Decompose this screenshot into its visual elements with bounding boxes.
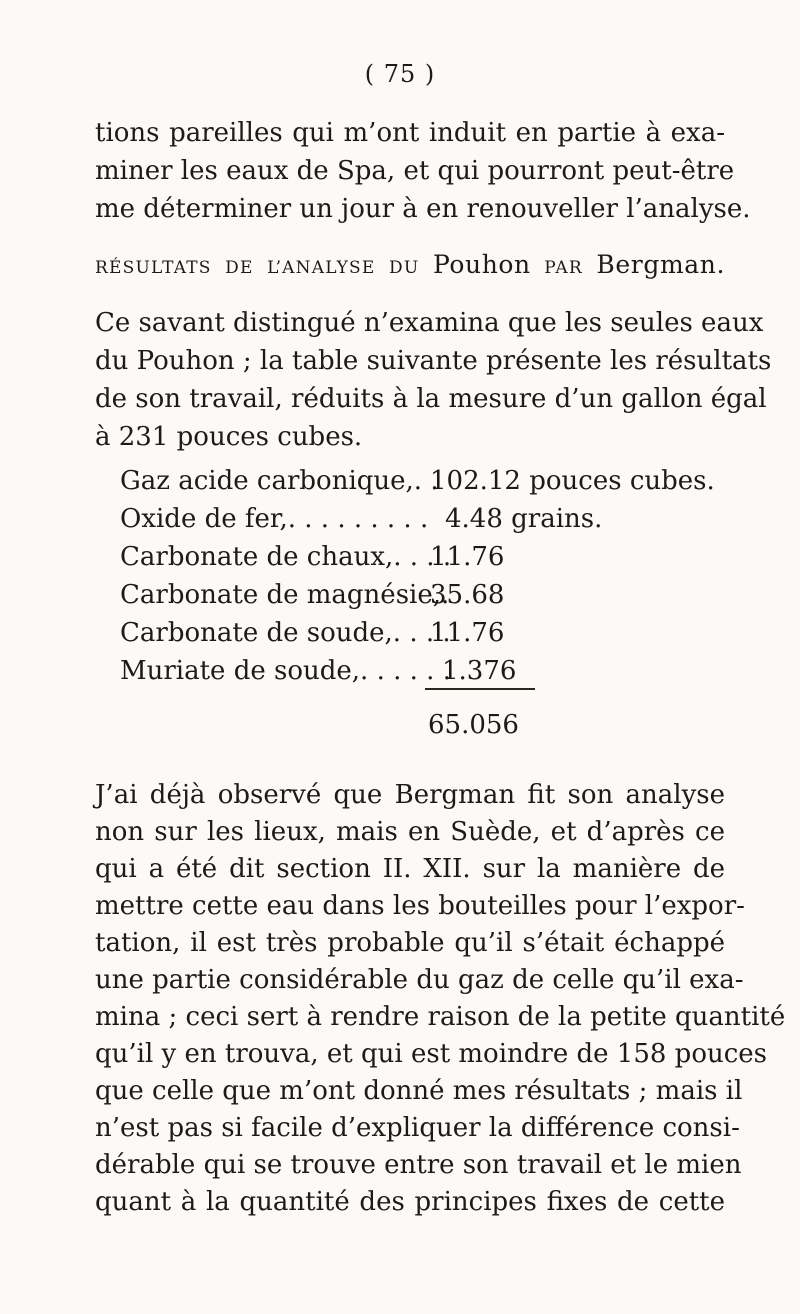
heading-place: Pouhon: [432, 250, 531, 279]
substance-label: Gaz acide carbonique,. .: [120, 466, 439, 496]
text-line: de son travail, réduits à la mesure d’un gallon égal: [95, 384, 767, 414]
substance-value: 4.48 grains.: [445, 504, 603, 534]
page-number: ( 75 ): [364, 60, 436, 88]
text-line: à 231 pouces cubes.: [95, 422, 363, 452]
substance-label: Oxide de fer,. . . . . . . . .: [120, 504, 429, 534]
substance-label: Muriate de soude,. . . . . .: [120, 656, 451, 686]
text-line: qu’il y en trouva, et qui est moindre de 158 pouces: [95, 1039, 768, 1069]
substance-value: 102.12 pouces cubes.: [430, 466, 715, 496]
text-line: tions pareilles qui m’ont induit en partie à exa-: [95, 118, 725, 148]
heading-prefix: RÉSULTATS DE L’ANALYSE DU: [95, 258, 433, 278]
substance-label: Carbonate de soude,. . . .: [120, 618, 451, 648]
substance-value: 11.76: [430, 542, 505, 572]
substance-value: 1.376: [442, 656, 517, 686]
text-line: une partie considérable du gaz de celle qu’il exa-: [95, 965, 744, 995]
text-line: que celle que m’ont donné mes résultats ; mais il: [95, 1076, 743, 1106]
text-line: qui a été dit section II. XII. sur la manière de: [95, 854, 725, 884]
text-line: mina ; ceci sert à rendre raison de la petite quantité: [95, 1002, 786, 1032]
text-line: quant à la quantité des principes fixes de cette: [95, 1187, 725, 1217]
substance-value: 35.68: [430, 580, 505, 610]
text-line: J’ai déjà observé que Bergman fit son analyse: [95, 780, 725, 810]
text-line: miner les eaux de Spa, et qui pourront peut-être: [95, 156, 735, 186]
table-total: 65.056: [428, 710, 519, 740]
heading-author: Bergman.: [596, 250, 726, 279]
heading-middle: PAR: [530, 258, 597, 278]
total-rule: [425, 688, 535, 690]
substance-label: Carbonate de chaux,. . . .: [120, 542, 452, 572]
substance-value: 11.76: [430, 618, 505, 648]
text-line: n’est pas si facile d’expliquer la différence consi-: [95, 1113, 740, 1143]
substance-label: Carbonate de magnésie,.: [120, 580, 450, 610]
text-line: non sur les lieux, mais en Suède, et d’après ce: [95, 817, 725, 847]
text-line: tation, il est très probable qu’il s’était échappé: [95, 928, 725, 958]
text-line: dérable qui se trouve entre son travail et le mien: [95, 1150, 742, 1180]
text-line: Ce savant distingué n’examina que les seules eaux: [95, 308, 764, 338]
text-line: mettre cette eau dans les bouteilles pour l’expor-: [95, 891, 745, 921]
text-line: du Pouhon ; la table suivante présente les résultats: [95, 346, 772, 376]
text-line: me déterminer un jour à en renouveller l’analyse.: [95, 194, 751, 224]
section-heading: [95, 250, 725, 279]
